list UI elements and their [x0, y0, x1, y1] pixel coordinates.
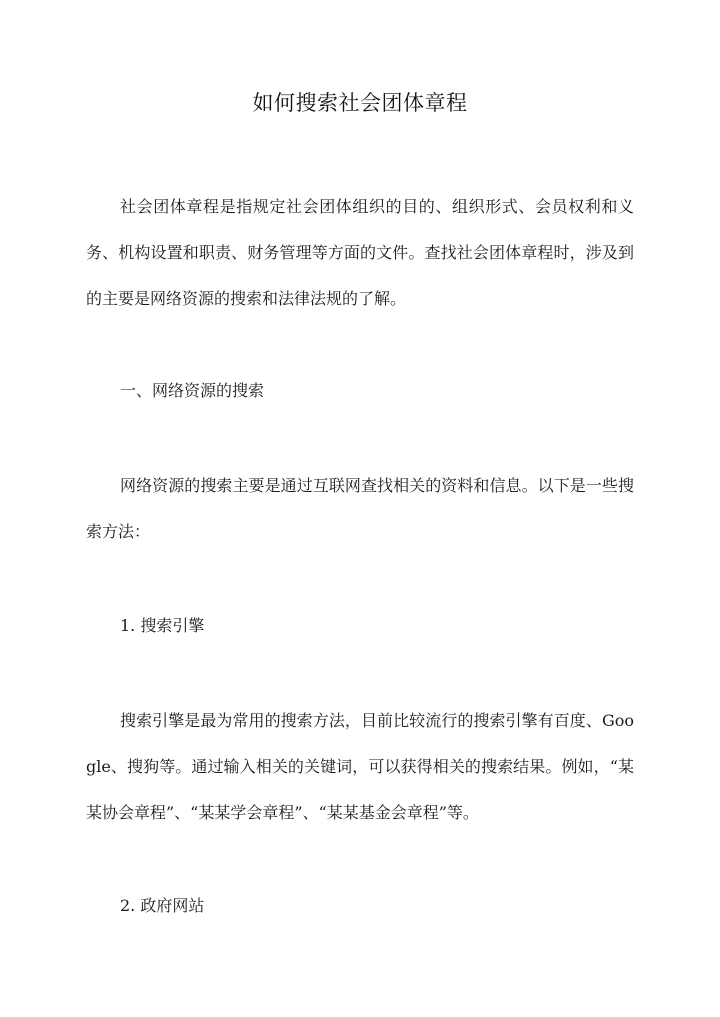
item-heading-government-sites: 2. 政府网站	[120, 896, 205, 915]
section-intro-paragraph: 网络资源的搜索主要是通过互联网查找相关的资料和信息。以下是一些搜索方法：	[86, 476, 634, 541]
section-heading-web-search: 一、网络资源的搜索	[120, 381, 265, 400]
document-title: 如何搜索社会团体章程	[252, 91, 468, 115]
item-heading-search-engine: 1. 搜索引擎	[120, 616, 205, 635]
intro-paragraph: 社会团体章程是指规定社会团体组织的目的、组织形式、会员权利和义务、机构设置和职责、财务管理等方面的文件。查找社会团体章程时，涉及到的主要是网络资源的搜索和法律法规的了解。	[86, 197, 634, 308]
search-engine-paragraph: 搜索引擎是最为常用的搜索方法，目前比较流行的搜索引擎有百度、Google、搜狗等。通过输入相关的关键词，可以获得相关的搜索结果。例如，“某某协会章程”、“某某学会章程”、“某某基金会章程”等。	[86, 711, 634, 822]
